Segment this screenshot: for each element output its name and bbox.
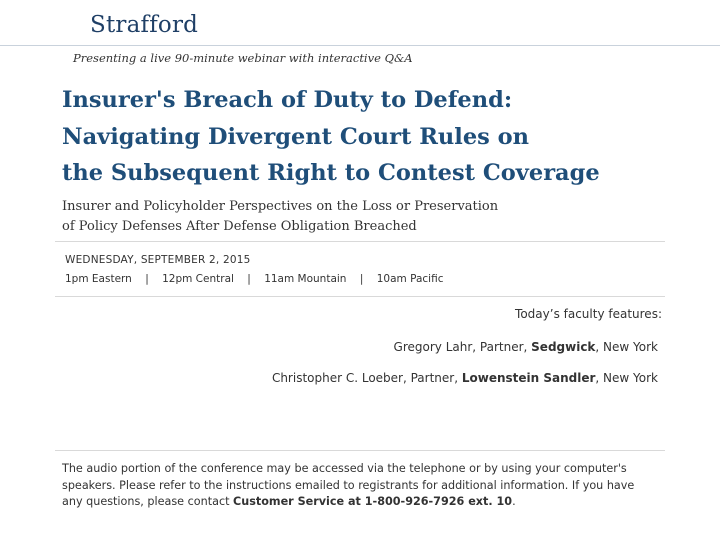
webinar-tagline: Presenting a live 90-minute webinar with interactive Q&A [73, 51, 413, 65]
speaker-name: Gregory Lahr, Partner, [393, 340, 532, 354]
speaker-name: Christopher C. Loeber, Partner, [271, 371, 462, 385]
time-separator: | [359, 273, 364, 285]
time-separator: | [247, 273, 251, 285]
subtitle-line-2: of Policy Defenses After Defense Obligation Breached [62, 219, 417, 234]
time-central: 12pm Central [162, 273, 234, 285]
audio-instructions [62, 461, 652, 511]
speaker-firm: Sedgwick [531, 340, 596, 354]
speaker-gregory-lahr [394, 340, 658, 354]
divider [55, 296, 665, 297]
webinar-times [65, 273, 443, 285]
time-pacific: 10am Pacific [376, 273, 444, 285]
divider [55, 450, 665, 451]
subtitle-line-1: Insurer and Policyholder Perspectives on the Loss or Preservation [62, 199, 499, 214]
speaker-location: , New York [595, 340, 658, 354]
title-line-1: Insurer's Breach of Duty to Defend: [62, 87, 513, 113]
time-mountain: 11am Mountain [264, 273, 347, 285]
webinar-subtitle [62, 197, 498, 237]
header-divider [0, 45, 720, 46]
title-line-2: Navigating Divergent Court Rules on [62, 123, 530, 150]
divider [55, 241, 665, 242]
speaker-christopher-loeber [272, 371, 658, 385]
title-line-3: the Subsequent Right to Contest Coverage [62, 160, 600, 186]
time-separator: | [145, 273, 149, 285]
faculty-heading: Today’s faculty features: [515, 307, 662, 321]
customer-service-contact: Customer Service at 1-800-926-7926 ext. 10 [233, 495, 513, 508]
strafford-logo: Strafford [90, 12, 199, 38]
speaker-location: , New York [595, 371, 658, 385]
audio-instructions-text: The audio portion of the conference may be accessed via the telephone or by using your computer's speakers. Please refer to the instructions emailed to registrants for additional information. If you have any questions, please contact [62, 462, 635, 508]
speaker-firm: Lowenstein Sandler [461, 371, 596, 385]
time-eastern: 1pm Eastern [65, 273, 132, 285]
webinar-title [62, 82, 600, 192]
webinar-date: WEDNESDAY, SEPTEMBER 2, 2015 [65, 254, 251, 266]
footer-end: . [512, 495, 516, 508]
